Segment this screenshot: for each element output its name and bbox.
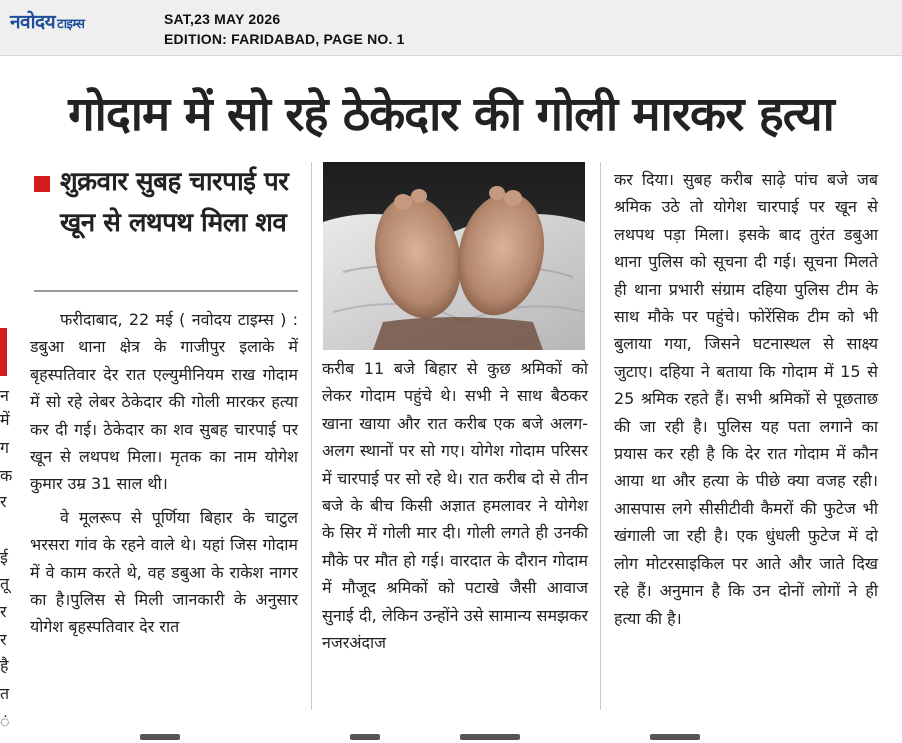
- text-fragment: [140, 734, 180, 740]
- article-paragraph: कर दिया। सुबह करीब साढ़े पांच बजे जब श्रमिक उठे तो योगेश चारपाई पर खून से लथपथ पड़ा मिला। इसके बाद तुरंत डबुआ थाना पुलिस को सूचना दी गई। सूचना मिलते ही थाना प्रभारी संग्राम दहिया पुलिस टीम के साथ मौके पर पहुंचे। फोरेंसिक टीम को भी बुलाया गया, जिसने घटनास्थल से साक्ष्य जुटाए। दहिया ने बताया कि गोदाम में 15 से 25 श्रमिक रहते हैं। सभी श्रमिकों से पूछताछ की जा रही है। पुलिस यह पता लगाने का प्रयास कर रही है कि देर रात गोदाम में कौन आया था और हत्या के पीछे क्या वजह रही। आसपास लगे सीसीटीवी कैमरों की फुटेज भी खंगाली जा रही है। एक धुंधली फुटेज में दो लोग मोटरसाइकिल पर आते और जाते दिख रहे हैं। अनुमान है कि उन दोनों लोगों ने ही हत्या की है।: [614, 170, 878, 628]
- article-column-1: [30, 306, 298, 641]
- fragment-text: र: [0, 602, 7, 621]
- page-header: [0, 0, 902, 56]
- article-column-3: [614, 166, 878, 632]
- fragment-text: ं: [0, 712, 10, 731]
- feet-under-sheet-image: [323, 162, 585, 350]
- fragment-text: क: [0, 466, 12, 485]
- next-article-fragment: [0, 732, 902, 743]
- text-fragment: [460, 734, 520, 740]
- newspaper-logo[interactable]: [10, 8, 84, 34]
- fragment-text: ई: [0, 548, 8, 567]
- fragment-text: न: [0, 386, 9, 405]
- edition-line: EDITION: FARIDABAD, PAGE NO. 1: [164, 31, 405, 47]
- fragment-text: र: [0, 492, 7, 511]
- red-marker-icon: [0, 328, 7, 376]
- article-paragraph: फरीदाबाद, 22 मई ( नवोदय टाइम्स ) : डबुआ थाना क्षेत्र के गाजीपुर इलाके में बृहस्पतिवार देर रात एल्युमीनियम राख गोदाम में सो रहे लेबर ठेकेदार की गोली मारकर हत्या कर दी गई। ठेकेदार का शव सुबह चारपाई पर खून से लथपथ मिला। मृतक का नाम योगेश कुमार उम्र 31 साल थी।: [30, 310, 298, 494]
- adjacent-column-fragment: [0, 300, 12, 743]
- text-fragment: [350, 734, 380, 740]
- article-paragraph: करीब 11 बजे बिहार से कुछ श्रमिकों को लेकर गोदाम पहुंचे थे। सभी ने साथ बैठकर खाना खाया और रात करीब एक बजे अलग-अलग स्थानों पर सो गए। योगेश गोदाम परिसर में चारपाई पर सो रहे थे। रात करीब दो से तीन बजे के बीच किसी अज्ञात हमलावर ने योगेश के सिर में गोली मार दी। गोली लगते ही उनकी मौके पर मौत हो गई। वारदात के दौरान गोदाम में मौजूद श्रमिकों को पटाखे जैसी आवाज सुनाई दी, लेकिन उन्होंने उसे सामान्य समझकर नजरअंदाज: [322, 359, 588, 653]
- fragment-text: में: [0, 410, 10, 429]
- text-fragment: [650, 734, 700, 740]
- article-column-2: [322, 355, 588, 656]
- divider: [34, 290, 298, 292]
- column-divider: [600, 162, 601, 710]
- edition-info: [164, 9, 405, 49]
- logo-small-text: टाइम्स: [57, 17, 85, 32]
- article-paragraph: वे मूलरूप से पूर्णिया बिहार के चाटुल भरसरा गांव के रहने वाले थे। यहां जिस गोदाम में वे काम करते थे, वह डबुआ के राकेश नागर का है।पुलिस से मिली जानकारी के अनुसार योगेश बृहस्पतिवार देर रात: [30, 507, 298, 637]
- column-divider: [311, 162, 312, 710]
- fragment-text: त: [0, 684, 10, 703]
- subheadline-text: शुक्रवार सुबह चारपाई पर खून से लथपथ मिला शव: [60, 167, 289, 238]
- article-headline: गोदाम में सो रहे ठेकेदार की गोली मारकर हत्या: [68, 87, 834, 142]
- article-photo[interactable]: [323, 162, 585, 350]
- logo-main-text: नवोदय: [10, 11, 56, 33]
- fragment-text: तू: [0, 574, 10, 593]
- date-line: SAT,23 MAY 2026: [164, 11, 281, 27]
- fragment-text: र: [0, 630, 7, 649]
- red-square-icon: [34, 176, 50, 192]
- fragment-text: है: [0, 656, 9, 675]
- fragment-text: ग: [0, 438, 10, 457]
